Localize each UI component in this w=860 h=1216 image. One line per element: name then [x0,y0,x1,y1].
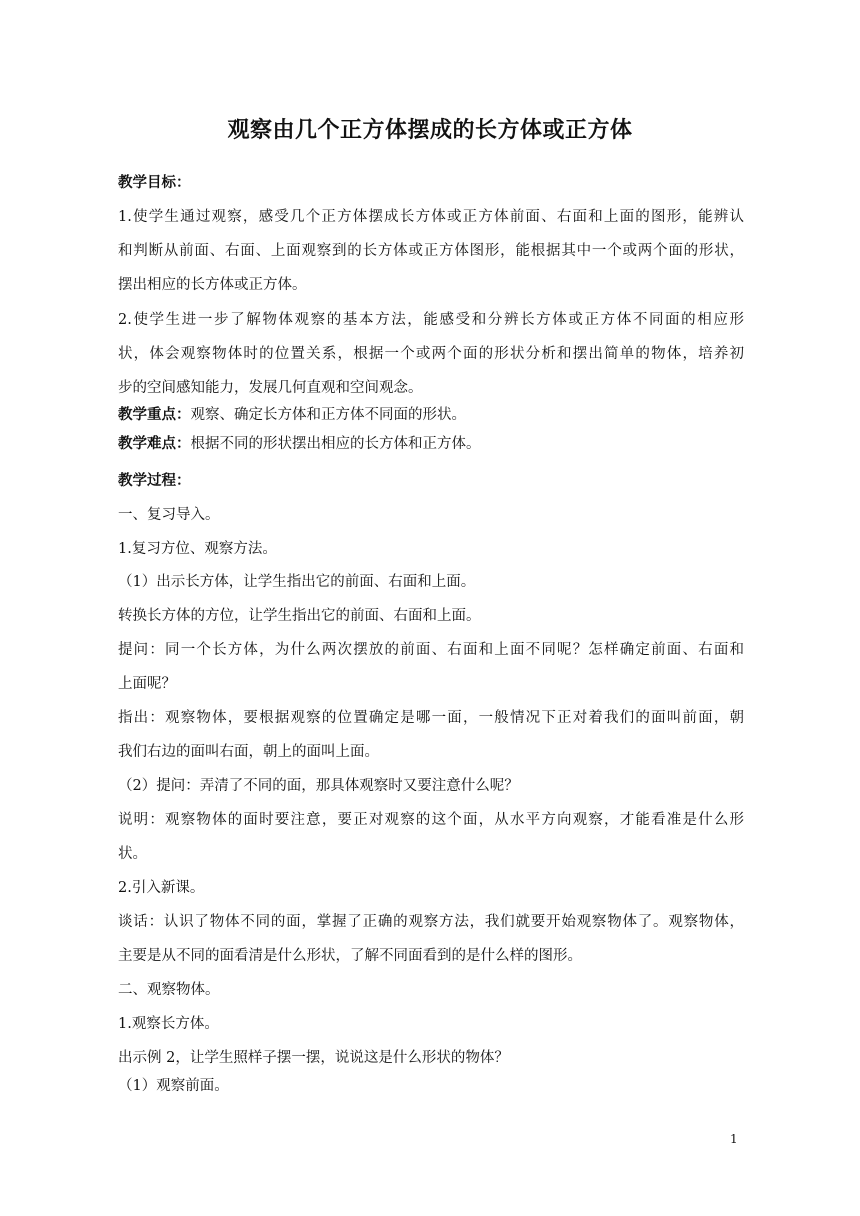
key-point-text: 观察、确定长方体和正方体不同面的形状。 [190,407,466,423]
goals-heading: 教学目标： [118,174,191,191]
difficulty-label: 教学难点： [118,435,191,452]
paragraph-line: 出示例 2，让学生照样子摆一摆，说说这是什么形状的物体？ [118,1050,509,1066]
page-number: 1 [730,1132,738,1146]
item-heading: 1.观察长方体。 [118,1016,219,1032]
key-point-label: 教学重点： [118,406,191,423]
question-line: 上面呢？ [118,676,176,692]
point-out-line: 我们右边的面叫右面，朝上的面叫上面。 [118,744,379,760]
item-heading: 2.引入新课。 [118,880,205,896]
goal1-line: 和判断从前面、右面、上面观察到的长方体或正方体图形，能根据其中一个或两个面的形状， [118,243,744,259]
goal2-line: 状，体会观察物体时的位置关系，根据一个或两个面的形状分析和摆出简单的物体，培养初 [118,346,744,362]
item-heading: 1.复习方位、观察方法。 [118,541,277,557]
step-text: （1）观察前面。 [118,1078,229,1094]
step-text: （1）出示长方体，让学生指出它的前面、右面和上面。 [118,574,476,590]
step-text: （2）提问：弄清了不同的面，那具体观察时又要注意什么呢？ [118,778,519,794]
key-point [118,405,744,425]
explain-line: 说明：观察物体的面时要注意，要正对观察的这个面，从水平方向观察，才能看准是什么形 [118,812,744,828]
talk-line: 谈话：认识了物体不同的面，掌握了正确的观察方法，我们就要开始观察物体了。观察物体， [118,914,744,930]
section-heading: 一、复习导入。 [118,507,220,523]
goal1-line: 摆出相应的长方体或正方体。 [118,277,307,293]
difficulty-text: 根据不同的形状摆出相应的长方体和正方体。 [190,436,481,452]
difficulty [118,434,744,454]
goal2-line: 2.使学生进一步了解物体观察的基本方法，能感受和分辨长方体或正方体不同面的相应形 [118,312,744,328]
page-title: 观察由几个正方体摆成的长方体或正方体 [227,117,633,143]
paragraph-line: 转换长方体的方位，让学生指出它的前面、右面和上面。 [118,608,481,624]
goal2-line: 步的空间感知能力，发展几何直观和空间观念。 [118,380,423,396]
section-heading: 二、观察物体。 [118,982,220,998]
talk-line: 主要是从不同的面看清是什么形状，了解不同面看到的是什么样的图形。 [118,948,582,964]
goal1-line: 1.使学生通过观察，感受几个正方体摆成长方体或正方体前面、右面和上面的图形，能辨认 [118,209,744,225]
question-line: 提问：同一个长方体，为什么两次摆放的前面、右面和上面不同呢？怎样确定前面、右面和 [118,642,744,658]
point-out-line: 指出：观察物体，要根据观察的位置确定是哪一面，一般情况下正对着我们的面叫前面，朝 [118,710,744,726]
process-heading: 教学过程： [118,472,191,489]
explain-line: 状。 [118,846,147,862]
